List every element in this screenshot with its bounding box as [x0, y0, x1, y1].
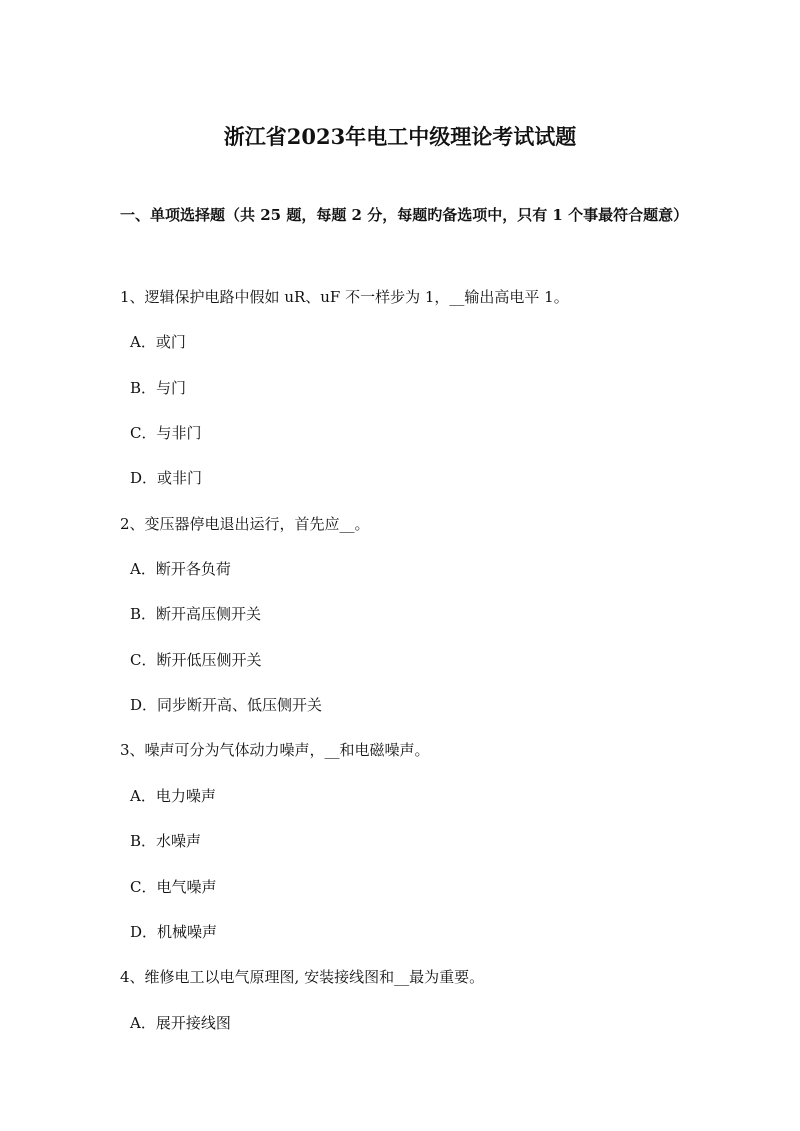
question-2-option-a: A．断开各负荷: [130, 560, 231, 578]
question-3-option-a: A．电力噪声: [130, 787, 216, 805]
question-2-option-d: D．同步断开高、低压侧开关: [130, 696, 323, 714]
question-4-stem: 4、维修电工以电气原理图, 安装接线图和__最为重要。: [120, 968, 485, 986]
question-3-option-b: B．水噪声: [130, 832, 202, 850]
section-heading: 一、单项选择题（共 25 题，每题 2 分，每题旳备选项中，只有 1 个事最符合题意）: [120, 206, 689, 224]
question-1-option-b: B．与门: [130, 379, 187, 397]
question-4-option-a: A．展开接线图: [130, 1014, 231, 1032]
question-2-stem: 2、变压器停电退出运行，首先应__。: [120, 515, 370, 533]
question-2-option-c: C．断开低压侧开关: [130, 651, 262, 669]
question-3-stem: 3、噪声可分为气体动力噪声，__和电磁噪声。: [120, 741, 430, 759]
question-3-option-c: C．电气噪声: [130, 878, 217, 896]
question-1-option-a: A．或门: [130, 333, 186, 351]
document-title: 浙江省2023年电工中级理论考试试题: [223, 124, 577, 149]
question-3-option-d: D．机械噪声: [130, 923, 218, 941]
question-2-option-b: B．断开高压侧开关: [130, 605, 262, 623]
question-1-stem: 1、逻辑保护电路中假如 uR、uF 不一样步为 1，__输出高电平 1。: [120, 288, 569, 306]
question-1-option-d: D．或非门: [130, 469, 203, 487]
question-1-option-c: C．与非门: [130, 424, 202, 442]
